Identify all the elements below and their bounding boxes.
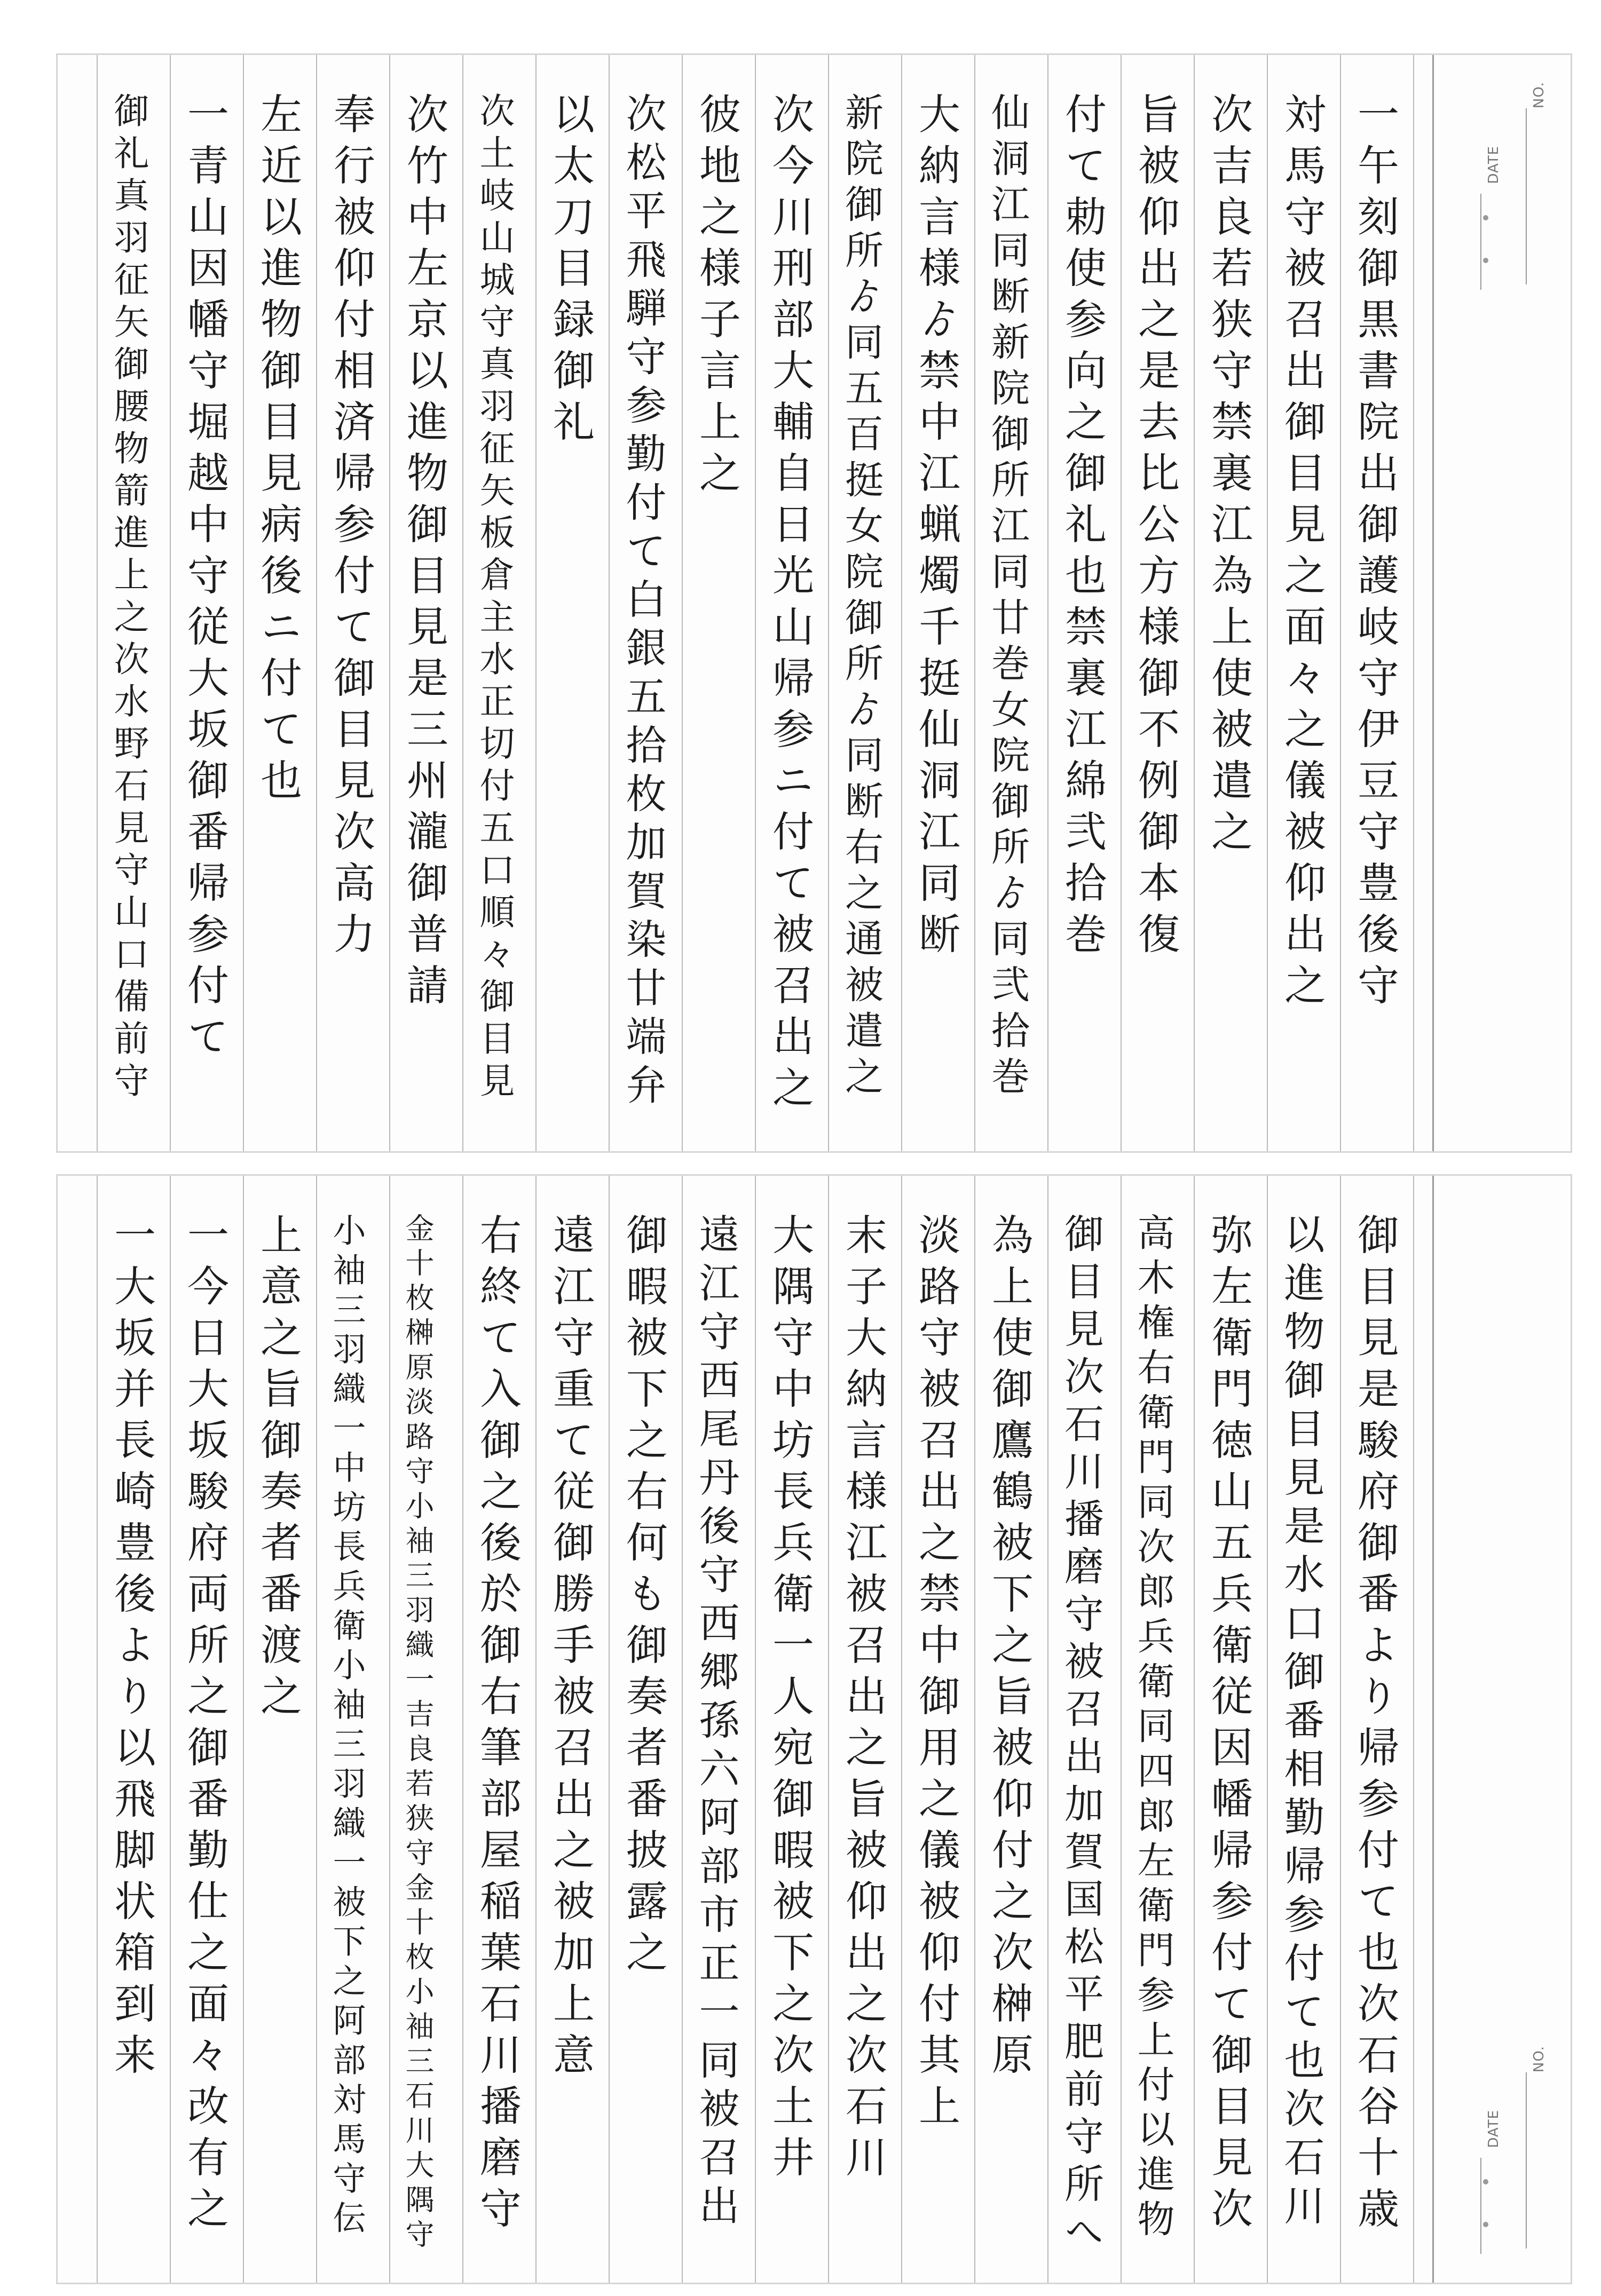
text-column: 付て勅使参向之御礼也禁裏江綿弐拾巻 (1058, 92, 1106, 963)
no-field (1526, 2072, 1527, 2249)
text-column: 次吉良若狭守禁裏江為上使被遣之 (1204, 92, 1252, 861)
ruled-line (682, 55, 683, 1151)
no-field (1526, 108, 1527, 284)
ruled-line (609, 1176, 610, 2283)
date-label: DATE (1486, 146, 1502, 184)
date-field (1480, 194, 1481, 290)
ruled-line (901, 1176, 902, 2283)
ruled-line (170, 55, 171, 1151)
ruled-line (535, 55, 537, 1151)
text-column: 遠江守重て従御勝手被召出之被加上意 (546, 1213, 594, 2084)
ruled-line (1340, 1176, 1341, 2283)
text-column: 対馬守被召出御目見之面々之儀被仰出之 (1277, 92, 1326, 1015)
ruled-line (974, 55, 975, 1151)
ruled-line (1047, 1176, 1048, 2283)
ruled-line (97, 55, 98, 1151)
text-column: 上意之旨御奏者番渡之 (254, 1213, 302, 1725)
date-dot (1483, 215, 1488, 220)
text-column: 御暇被下之右何も御奏者番披露之 (619, 1213, 667, 1982)
text-column: 旨被仰出之是去比公方様御不例御本復 (1131, 92, 1179, 963)
ruled-line (901, 55, 902, 1151)
text-column: 仙洞江同断新院御所江同廿巻女院御所ゟ同弐拾巻 (985, 92, 1030, 1102)
date-dot (1483, 2179, 1488, 2184)
ruled-line (755, 55, 756, 1151)
text-column: 一青山因幡守堀越中守従大坂御番帰参付て (180, 92, 228, 1066)
page-header (1451, 2040, 1563, 2265)
text-column: 弥左衛門徳山五兵衛従因幡帰参付て御目見次 (1204, 1213, 1252, 2238)
ruled-line (1194, 55, 1195, 1151)
text-column: 遠江守西尾丹後守西郷孫六阿部市正一同被召出 (692, 1213, 740, 2233)
text-column: 次今川刑部大輔自日光山帰参ニ付て被召出之 (766, 92, 814, 1117)
text-column: 次竹中左京以進物御目見是三州瀧御普請 (400, 92, 448, 1015)
ruled-line (389, 55, 390, 1151)
no-label: NO. (1531, 2046, 1547, 2073)
ruled-line (1340, 55, 1341, 1151)
ruled-line (682, 1176, 683, 2283)
ruled-line (609, 55, 610, 1151)
text-column: 御礼真羽征矢御腰物箭進上之次水野石見守山口備前守 (108, 92, 149, 1104)
ruled-line (1121, 55, 1122, 1151)
page-header (1451, 76, 1563, 300)
text-column: 末子大納言様江被召出之旨被仰出之次石川 (839, 1213, 887, 2187)
notebook-page-bottom (56, 1174, 1572, 2284)
text-column: 為上使御鷹鶴被下之旨被仰付之次榊原 (985, 1213, 1033, 2084)
text-column: 奉行被仰付相済帰参付て御目見次高力 (327, 92, 375, 963)
text-column: 御目見是駿府御番より帰参付て也次石谷十歳 (1351, 1213, 1399, 2238)
text-column: 小袖三羽織一中坊長兵衛小袖三羽織一被下之阿部対馬守伝 (327, 1213, 366, 2240)
ruled-line (1267, 55, 1268, 1151)
no-label: NO. (1531, 82, 1547, 109)
margin-line (1432, 1176, 1434, 2283)
ruled-line (462, 1176, 463, 2283)
ruled-line (535, 1176, 537, 2283)
text-column: 高木権右衛門同次郎兵衛同四郎左衛門参上付以進物 (1131, 1213, 1175, 2244)
text-column: 左近以進物御目見病後ニ付て也 (254, 92, 302, 810)
ruled-line (170, 1176, 171, 2283)
text-column: 彼地之様子言上之 (692, 92, 740, 502)
date-dot (1483, 2222, 1488, 2227)
text-column: 淡路守被召出之禁中御用之儀被仰付其上 (912, 1213, 960, 2135)
text-column: 大隅守中坊長兵衛一人宛御暇被下之次土井 (766, 1213, 814, 2187)
date-dot (1483, 258, 1488, 263)
ruled-line (1194, 1176, 1195, 2283)
ruled-line (462, 55, 463, 1151)
text-column: 新院御所ゟ同五百挺女院御所ゟ同断右之通被遣之 (839, 92, 884, 1102)
ruled-line (243, 1176, 244, 2283)
ruled-line (1047, 55, 1048, 1151)
text-column: 以進物御目見是水口御番相勤帰参付て也次石川 (1277, 1213, 1325, 2233)
notebook-page-top (56, 53, 1572, 1153)
ruled-line (1121, 1176, 1122, 2283)
ruled-line (316, 55, 317, 1151)
ruled-line (389, 1176, 390, 2283)
ruled-line (243, 55, 244, 1151)
text-column: 一大坂并長崎豊後より以飛脚状箱到来 (107, 1213, 155, 2084)
text-column: 次松平飛騨守参勤付て白銀五拾枚加賀染廿端弁 (619, 92, 667, 1112)
ruled-line (828, 1176, 829, 2283)
text-column: 次土岐山城守真羽征矢板倉主水正切付五口順々御目見 (474, 92, 515, 1104)
ruled-line (1267, 1176, 1268, 2283)
date-label: DATE (1486, 2110, 1502, 2148)
ruled-line (974, 1176, 975, 2283)
text-column: 大納言様ゟ禁中江蝋燭千挺仙洞江同断 (912, 92, 960, 963)
text-column: 一午刻御黒書院出御護岐守伊豆守豊後守 (1351, 92, 1399, 1015)
text-column: 金十枚榊原淡路守小袖三羽織一吉良若狭守金十枚小袖三石川大隅守 (401, 1213, 435, 2254)
text-column: 御目見次石川播磨守被召出加賀国松平肥前守所へ (1058, 1213, 1104, 2258)
ruled-line (1413, 55, 1414, 1151)
text-column: 以太刀目録御礼 (546, 92, 594, 451)
ruled-line (1413, 1176, 1414, 2283)
margin-line (1432, 55, 1434, 1151)
ruled-line (316, 1176, 317, 2283)
ruled-line (97, 1176, 98, 2283)
text-column: 右終て入御之後於御右筆部屋稲葉石川播磨守 (473, 1213, 521, 2238)
text-column: 一今日大坂駿府両所之御番勤仕之面々改有之 (180, 1213, 228, 2238)
ruled-line (755, 1176, 756, 2283)
ruled-line (828, 55, 829, 1151)
date-field (1480, 2158, 1481, 2254)
